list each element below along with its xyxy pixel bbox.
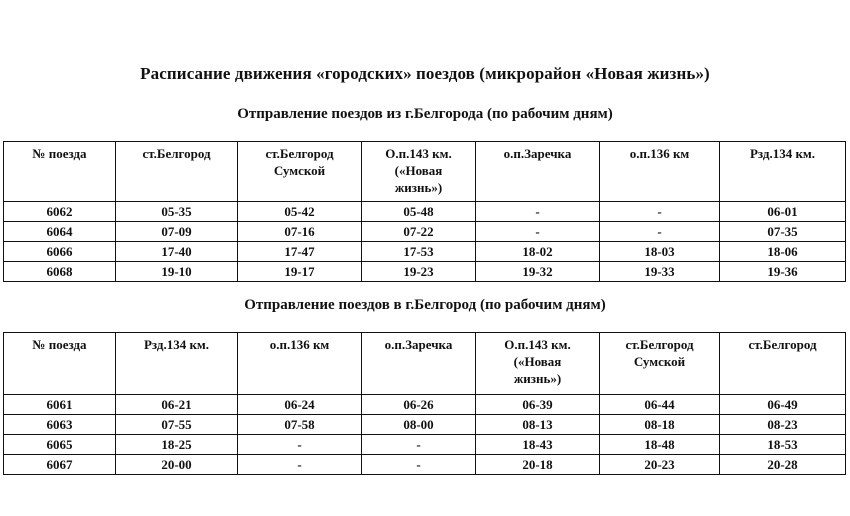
time-cell: 06-39 [476, 395, 600, 415]
table-row [4, 415, 846, 435]
train-number-cell: 6063 [4, 415, 116, 435]
column-header: ст.Белгород Сумской [238, 142, 362, 202]
time-cell: 06-01 [720, 202, 846, 222]
time-cell: 08-13 [476, 415, 600, 435]
column-header: № поезда [4, 333, 116, 395]
section-heading-from-belgorod: Отправление поездов из г.Белгорода (по рабочим дням) [237, 106, 613, 122]
column-header: о.п.136 км [238, 333, 362, 395]
time-cell: 18-53 [720, 435, 846, 455]
schedule-table-from-belgorod [3, 141, 846, 282]
column-header: ст.Белгород [720, 333, 846, 395]
time-cell: 08-18 [600, 415, 720, 435]
time-cell: 18-43 [476, 435, 600, 455]
column-header: Рзд.134 км. [116, 333, 238, 395]
section-heading-to-belgorod: Отправление поездов в г.Белгород (по рабочим дням) [244, 297, 606, 313]
time-cell: 06-24 [238, 395, 362, 415]
time-cell: 07-16 [238, 222, 362, 242]
time-cell: 19-17 [238, 262, 362, 282]
table-row [4, 395, 846, 415]
time-cell: 19-32 [476, 262, 600, 282]
table-row [4, 242, 846, 262]
time-cell: 18-25 [116, 435, 238, 455]
time-cell: 18-48 [600, 435, 720, 455]
time-cell: 20-28 [720, 455, 846, 475]
time-cell: - [600, 202, 720, 222]
table-body [4, 395, 846, 475]
time-cell: 08-00 [362, 415, 476, 435]
train-number-cell: 6061 [4, 395, 116, 415]
train-number-cell: 6067 [4, 455, 116, 475]
table-row [4, 455, 846, 475]
column-header: № поезда [4, 142, 116, 202]
time-cell: 05-42 [238, 202, 362, 222]
train-number-cell: 6062 [4, 202, 116, 222]
time-cell: 06-21 [116, 395, 238, 415]
time-cell: 05-48 [362, 202, 476, 222]
time-cell: - [362, 435, 476, 455]
train-number-cell: 6064 [4, 222, 116, 242]
time-cell: 18-03 [600, 242, 720, 262]
time-cell: - [238, 455, 362, 475]
time-cell: 19-36 [720, 262, 846, 282]
table-row [4, 435, 846, 455]
column-header: о.п.136 км [600, 142, 720, 202]
time-cell: 19-10 [116, 262, 238, 282]
column-header: о.п.Заречка [476, 142, 600, 202]
time-cell: - [362, 455, 476, 475]
time-cell: 20-18 [476, 455, 600, 475]
time-cell: 07-55 [116, 415, 238, 435]
table-row [4, 222, 846, 242]
column-header: Рзд.134 км. [720, 142, 846, 202]
time-cell: 07-35 [720, 222, 846, 242]
time-cell: 17-53 [362, 242, 476, 262]
time-cell: 05-35 [116, 202, 238, 222]
time-cell: - [600, 222, 720, 242]
column-header: ст.Белгород Сумской [600, 333, 720, 395]
time-cell: - [476, 202, 600, 222]
time-cell: - [476, 222, 600, 242]
column-header: о.п.Заречка [362, 333, 476, 395]
time-cell: 18-02 [476, 242, 600, 262]
schedule-table-to-belgorod [3, 332, 846, 475]
column-header: ст.Белгород [116, 142, 238, 202]
table-row [4, 262, 846, 282]
time-cell: 17-47 [238, 242, 362, 262]
table-header-row [4, 142, 846, 202]
time-cell: 20-23 [600, 455, 720, 475]
time-cell: 18-06 [720, 242, 846, 262]
time-cell: 06-44 [600, 395, 720, 415]
time-cell: 07-09 [116, 222, 238, 242]
time-cell: 17-40 [116, 242, 238, 262]
time-cell: 20-00 [116, 455, 238, 475]
train-number-cell: 6066 [4, 242, 116, 262]
train-number-cell: 6065 [4, 435, 116, 455]
time-cell: 19-23 [362, 262, 476, 282]
time-cell: 08-23 [720, 415, 846, 435]
time-cell: 06-26 [362, 395, 476, 415]
time-cell: - [238, 435, 362, 455]
table-row [4, 202, 846, 222]
time-cell: 07-58 [238, 415, 362, 435]
time-cell: 19-33 [600, 262, 720, 282]
table-header-row [4, 333, 846, 395]
table-body [4, 202, 846, 282]
train-number-cell: 6068 [4, 262, 116, 282]
time-cell: 07-22 [362, 222, 476, 242]
page-title: Расписание движения «городских» поездов (микрорайон «Новая жизнь») [140, 64, 710, 83]
column-header: О.п.143 км. («Новая жизнь») [476, 333, 600, 395]
column-header: О.п.143 км. («Новая жизнь») [362, 142, 476, 202]
time-cell: 06-49 [720, 395, 846, 415]
